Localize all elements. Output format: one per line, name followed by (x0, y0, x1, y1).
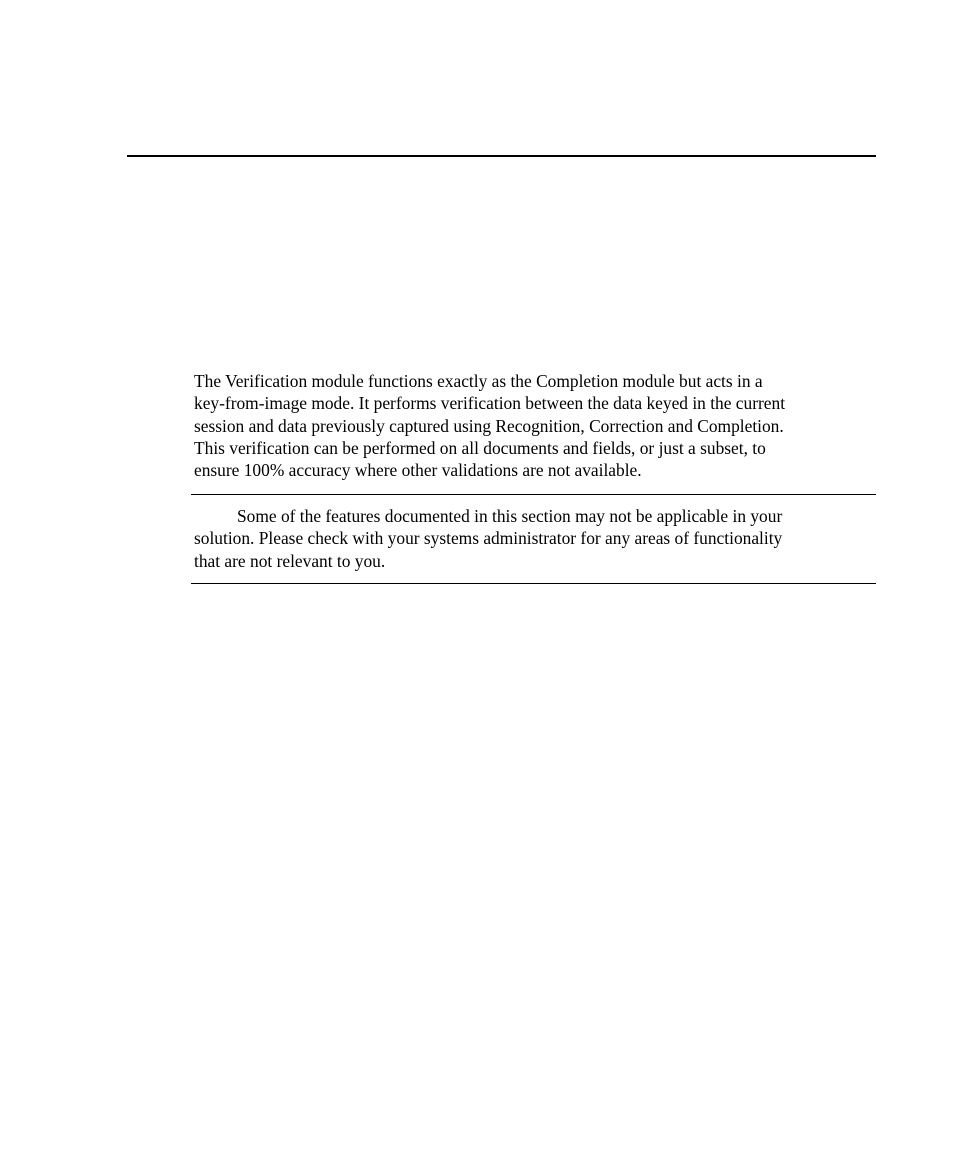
intro-paragraph (194, 370, 884, 481)
note-box (191, 494, 876, 584)
note-text (194, 505, 884, 572)
intro-line: key-from-image mode. It performs verification between the data keyed in the current (194, 393, 786, 414)
header-rule (127, 155, 876, 157)
note-line: that are not relevant to you. (194, 550, 386, 571)
note-line: Some of the features documented in this section may not be applicable in your (237, 506, 783, 526)
note-line: solution. Please check with your systems administrator for any areas of functionality (194, 528, 783, 549)
intro-line: This verification can be performed on all documents and fields, or just a subset, to (194, 437, 766, 458)
intro-line: ensure 100% accuracy where other validations are not available. (194, 460, 642, 481)
intro-line: The Verification module functions exactly as the Completion module but acts in a (194, 371, 763, 391)
intro-line: session and data previously captured using Recognition, Correction and Completion. (194, 415, 784, 436)
